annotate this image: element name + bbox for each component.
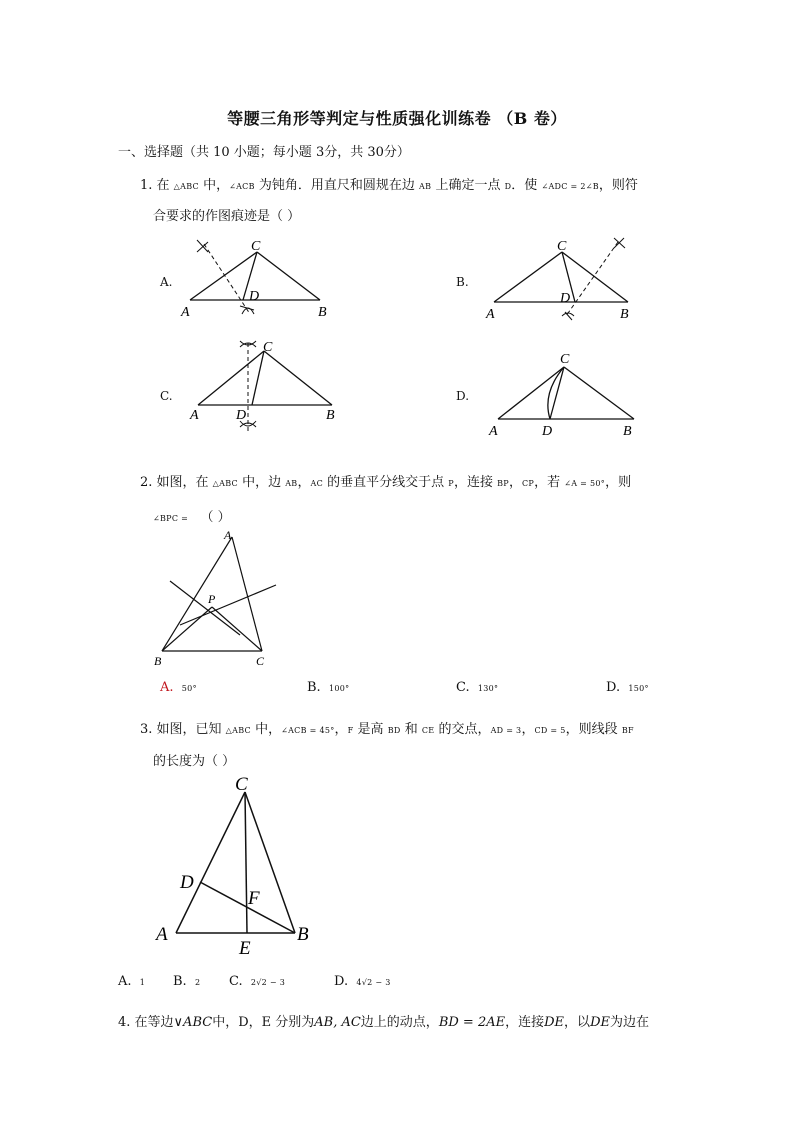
question-2-line-2	[153, 506, 231, 525]
q2-answer-b-label: B.	[307, 680, 321, 695]
q3-label-f: F	[248, 888, 260, 909]
q3-given: CD = 5	[534, 726, 566, 735]
q2-answer-c-label: C.	[456, 680, 470, 695]
q2-segment: CP	[521, 479, 535, 488]
q4-segment: DE	[590, 1015, 610, 1030]
q1-side: AB	[419, 182, 432, 191]
q3-answer-b[interactable]	[173, 974, 200, 989]
page-title: 等腰三角形等判定与性质强化训练卷 （B 卷）	[227, 109, 567, 128]
q3-text: ，则线段	[565, 722, 622, 737]
q1b-label-b: B	[620, 307, 629, 322]
q1d-label-b: B	[623, 424, 632, 439]
q3-answer-c-value: 2√2 − 3	[250, 978, 286, 987]
q1-option-b[interactable]: B.	[456, 275, 469, 289]
q1-text: 为钝角．用直尺和圆规在边	[254, 178, 420, 193]
q3-height: CE	[421, 726, 435, 735]
q4-text: 中，D，E 分别为	[212, 1015, 315, 1030]
q1-text: 中，	[198, 178, 230, 193]
q1-option-c[interactable]: C.	[160, 389, 173, 403]
q3-point: F	[347, 726, 354, 735]
q3-text: 3. 如图，已知	[140, 722, 226, 737]
q1-figure-a	[180, 230, 380, 330]
q3-answer-d-label: D.	[334, 974, 349, 989]
q1-condition: ∠ADC = 2∠B	[541, 182, 599, 191]
q3-label-d: D	[180, 872, 194, 893]
q1-triangle: △ABC	[173, 182, 199, 191]
q3-segment: BF	[621, 726, 634, 735]
q2-label-p: P	[208, 592, 216, 606]
q2-side: AC	[310, 479, 323, 488]
q3-label-e: E	[239, 938, 251, 959]
q3-angle: ∠ACB = 45°	[281, 726, 335, 735]
q3-text: ，	[334, 722, 348, 737]
q1-text: 1. 在	[140, 178, 174, 193]
q3-answer-b-value: 2	[194, 978, 201, 987]
q3-text: ，	[521, 722, 535, 737]
q3-label-a: A	[156, 924, 168, 945]
q1-option-a[interactable]: A.	[160, 275, 173, 289]
q1-figure-b	[480, 230, 650, 330]
q3-label-c: C	[235, 774, 248, 795]
q1d-label-c: C	[560, 352, 570, 367]
question-1-line-1	[140, 174, 638, 193]
q4-text: ，以	[564, 1015, 591, 1030]
q2-side: AB	[285, 479, 298, 488]
q2-point: P	[448, 479, 454, 488]
q2-answer-d[interactable]	[606, 680, 649, 695]
q2-segment: BP	[497, 479, 509, 488]
q1-text: ．使	[511, 178, 542, 193]
q2-answer-a-label: A.	[160, 680, 174, 695]
q1d-label-a: A	[489, 424, 498, 439]
q4-triangle: ∨ABC	[173, 1015, 213, 1030]
q4-text: 为边在	[609, 1015, 649, 1030]
q2-answer-d-value: 150°	[628, 684, 649, 693]
question-4-line-1	[118, 1011, 649, 1030]
question-2-line-1	[140, 471, 631, 490]
q2-text: ，则	[605, 475, 632, 490]
q2-label-c: C	[256, 654, 265, 668]
q2-answer-d-label: D.	[606, 680, 621, 695]
question-3-line-2: 的长度为（ ）	[153, 754, 236, 769]
question-3-line-1	[140, 718, 634, 737]
q1-text: ，则符	[598, 178, 638, 193]
q1b-label-a: A	[486, 307, 495, 322]
q4-text: 边上的动点，	[360, 1015, 439, 1030]
q3-answer-d[interactable]	[334, 974, 391, 989]
q1c-label-c: C	[263, 340, 273, 355]
q3-label-b: B	[297, 924, 309, 945]
q1-figure-d	[486, 345, 646, 445]
q4-sides: AB, AC	[314, 1015, 361, 1030]
q3-text: 的交点，	[434, 722, 491, 737]
q2-blank: （ ）	[200, 510, 231, 525]
q2-answer-b[interactable]	[307, 680, 349, 695]
q3-figure	[150, 770, 330, 960]
q2-text: 中，边	[237, 475, 286, 490]
q1-option-d[interactable]: D.	[456, 389, 470, 403]
q2-text: 的垂直平分线交于点	[323, 475, 449, 490]
q2-condition: ∠A = 50°	[564, 479, 606, 488]
q1a-label-a: A	[181, 305, 190, 320]
q2-target-angle: ∠BPC =	[153, 514, 189, 523]
q1d-label-d: D	[542, 424, 553, 439]
q2-label-b: B	[154, 654, 162, 668]
q2-figure	[150, 525, 290, 670]
q1a-label-c: C	[251, 239, 261, 254]
q2-answer-c-value: 130°	[477, 684, 499, 693]
q2-answer-a[interactable]	[160, 680, 197, 695]
q4-text: 4. 在等边	[118, 1015, 174, 1030]
section-heading: 一、选择题（共 10 小题；每小题 3分，共 30分）	[118, 145, 410, 160]
q1a-label-b: B	[318, 305, 327, 320]
q1b-label-c: C	[557, 239, 567, 254]
q1c-label-a: A	[190, 408, 199, 423]
q2-label-a: A	[224, 528, 232, 542]
q1a-label-d: D	[249, 289, 260, 304]
q3-text: 中，	[250, 722, 282, 737]
q3-given: AD = 3	[490, 726, 522, 735]
q3-text: 和	[400, 722, 422, 737]
q4-segment: DE	[544, 1015, 565, 1030]
q1c-label-b: B	[326, 408, 335, 423]
q2-triangle: △ABC	[212, 479, 238, 488]
q3-answer-c-label: C.	[229, 974, 243, 989]
q4-condition: BD = 2AE	[438, 1015, 506, 1030]
q2-answer-c[interactable]	[456, 680, 498, 695]
q4-text: ，连接	[505, 1015, 545, 1030]
q3-answer-a[interactable]	[118, 974, 145, 989]
q3-height: BD	[387, 726, 401, 735]
q3-text: 是高	[353, 722, 388, 737]
q3-answer-b-label: B.	[173, 974, 187, 989]
q2-text: ，若	[534, 475, 565, 490]
q1-text: 上确定一点	[431, 178, 505, 193]
q3-answer-a-label: A.	[118, 974, 132, 989]
q3-triangle: △ABC	[225, 726, 251, 735]
q2-answer-b-value: 100°	[328, 684, 350, 693]
q3-answer-d-value: 4√2 − 3	[356, 978, 391, 987]
q2-text: 2. 如图，在	[140, 475, 213, 490]
q1-figure-c	[186, 335, 356, 440]
q2-text: ，连接	[453, 475, 498, 490]
q2-text: ，	[508, 475, 522, 490]
q3-answer-c[interactable]	[229, 974, 285, 989]
q3-answer-a-value: 1	[139, 978, 146, 987]
q1c-label-d: D	[236, 408, 247, 423]
q1-point: D	[504, 182, 512, 191]
q1-angle: ∠ACB	[229, 182, 255, 191]
question-1-line-2: 合要求的作图痕迹是（ ）	[153, 209, 301, 224]
q1b-label-d: D	[560, 291, 571, 306]
q2-text: ，	[297, 475, 311, 490]
q2-answer-a-value: 50°	[181, 684, 197, 693]
